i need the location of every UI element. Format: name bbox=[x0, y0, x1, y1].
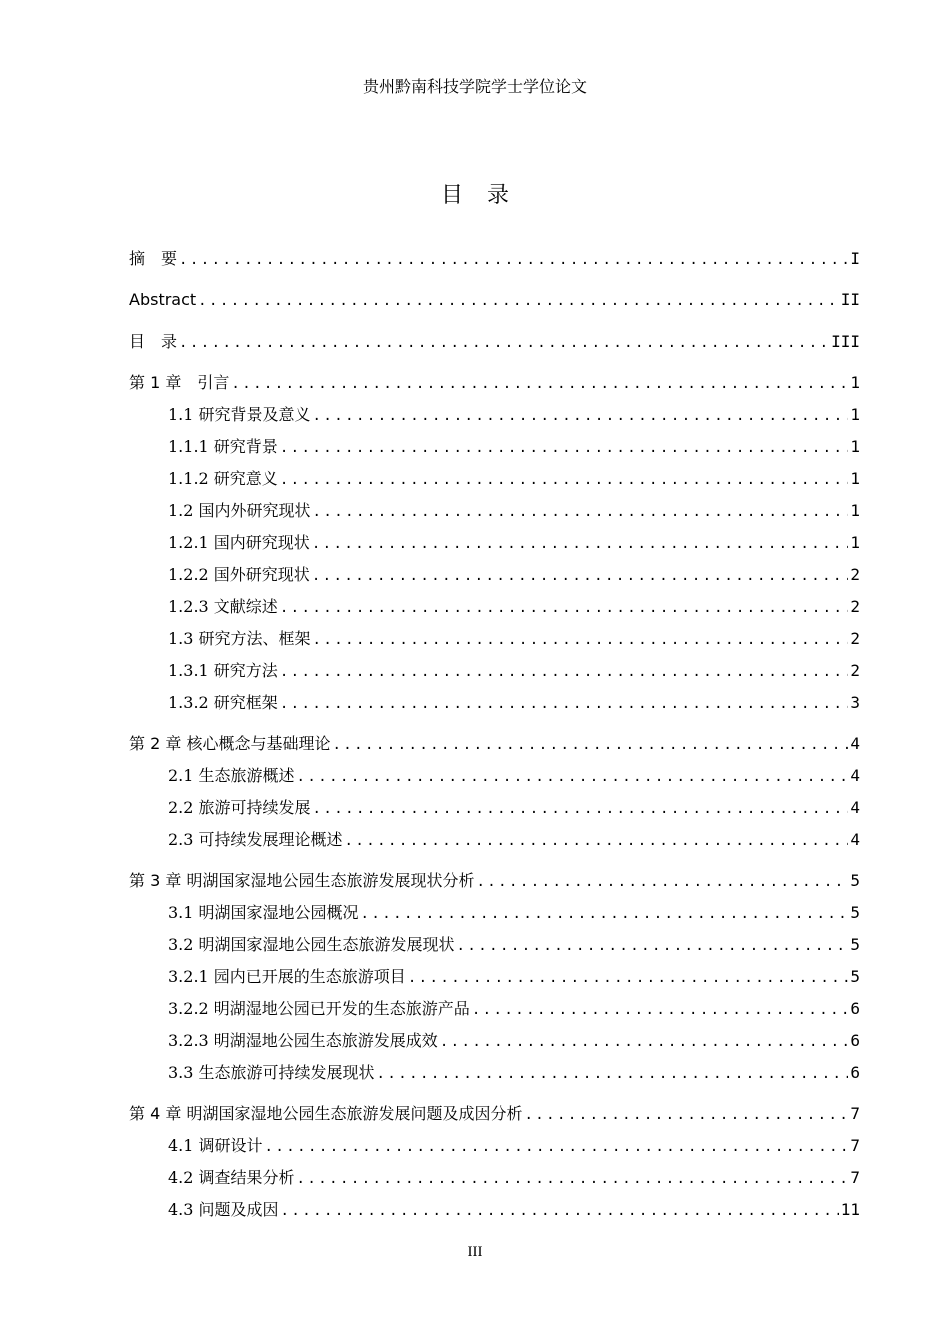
toc-leader-dots bbox=[313, 501, 849, 523]
toc-entry[interactable] bbox=[168, 468, 860, 490]
toc-entry-label: 3.2.1 园内已开展的生态旅游项目 bbox=[168, 967, 406, 986]
toc-leader-dots bbox=[179, 332, 829, 354]
toc-leader-dots bbox=[332, 734, 848, 756]
toc-entry-page: 11 bbox=[840, 1200, 860, 1219]
toc-entry-label: 3.2 明湖国家湿地公园生态旅游发展现状 bbox=[168, 935, 455, 954]
toc-entry[interactable] bbox=[168, 404, 860, 426]
toc-leader-dots bbox=[297, 1168, 849, 1190]
toc-entry-page: 5 bbox=[850, 935, 860, 954]
toc-entry-page: 1 bbox=[850, 469, 860, 488]
toc-entry-label: 2.1 生态旅游概述 bbox=[168, 766, 295, 785]
toc-entry-label: 1.2.3 文献综述 bbox=[168, 597, 278, 616]
toc-entry-label: 1.3.2 研究框架 bbox=[168, 693, 278, 712]
toc-leader-dots bbox=[312, 533, 849, 555]
toc-leader-dots bbox=[440, 1031, 849, 1053]
toc-entry[interactable] bbox=[168, 902, 860, 924]
toc-entry-page: 7 bbox=[850, 1168, 860, 1187]
toc-leader-dots bbox=[312, 565, 849, 587]
toc-leader-dots bbox=[281, 1200, 839, 1222]
toc-entry-label: 3.3 生态旅游可持续发展现状 bbox=[168, 1063, 375, 1082]
toc-entry-page: 7 bbox=[850, 1104, 860, 1123]
toc-entry[interactable] bbox=[129, 289, 860, 311]
toc-entry-label: 1.3.1 研究方法 bbox=[168, 661, 278, 680]
toc-entry-page: 4 bbox=[850, 766, 860, 785]
toc-entry[interactable] bbox=[168, 934, 860, 956]
toc-entry-page: 3 bbox=[850, 693, 860, 712]
toc-entry[interactable] bbox=[168, 1199, 860, 1221]
toc-leader-dots bbox=[313, 629, 849, 651]
toc-entry-label: 2.2 旅游可持续发展 bbox=[168, 798, 311, 817]
toc-leader-dots bbox=[313, 798, 849, 820]
toc-entry-label: 第 2 章 核心概念与基础理论 bbox=[129, 734, 331, 753]
toc-leader-dots bbox=[345, 830, 849, 852]
toc-entry[interactable] bbox=[168, 532, 860, 554]
toc-entry-label: 第 3 章 明湖国家湿地公园生态旅游发展现状分析 bbox=[129, 871, 475, 890]
header-rule bbox=[129, 104, 860, 105]
toc-entry-label: 第 4 章 明湖国家湿地公园生态旅游发展问题及成因分析 bbox=[129, 1104, 523, 1123]
toc-entry-label: Abstract bbox=[129, 290, 197, 309]
toc-entry-page: 6 bbox=[850, 1031, 860, 1050]
toc-entry-label: 4.1 调研设计 bbox=[168, 1136, 263, 1155]
toc-entry-page: 5 bbox=[850, 903, 860, 922]
toc-entry[interactable] bbox=[129, 733, 860, 755]
toc-entry[interactable] bbox=[168, 692, 860, 714]
toc-entry[interactable] bbox=[168, 829, 860, 851]
toc-entry-label: 1.2 国内外研究现状 bbox=[168, 501, 311, 520]
toc-entry-label: 第 1 章 引言 bbox=[129, 373, 230, 392]
toc-entry-page: 1 bbox=[850, 501, 860, 520]
toc-entry-page: 1 bbox=[850, 405, 860, 424]
toc-entry-label: 目 录 bbox=[129, 332, 178, 351]
toc-leader-dots bbox=[313, 405, 849, 427]
toc-leader-dots bbox=[472, 999, 849, 1021]
toc-leader-dots bbox=[361, 903, 849, 925]
toc-leader-dots bbox=[280, 597, 849, 619]
toc-leader-dots bbox=[457, 935, 849, 957]
toc-entry[interactable] bbox=[168, 436, 860, 458]
toc-leader-dots bbox=[280, 469, 849, 491]
toc-leader-dots bbox=[231, 373, 848, 395]
toc-entry-label: 2.3 可持续发展理论概述 bbox=[168, 830, 343, 849]
toc-entry[interactable] bbox=[168, 765, 860, 787]
toc-entry-page: I bbox=[850, 249, 860, 268]
toc-entry[interactable] bbox=[168, 628, 860, 650]
toc-entry[interactable] bbox=[168, 660, 860, 682]
toc-entry-label: 3.2.3 明湖湿地公园生态旅游发展成效 bbox=[168, 1031, 438, 1050]
toc-entry[interactable] bbox=[168, 596, 860, 618]
toc-leader-dots bbox=[408, 967, 849, 989]
toc-entry-page: 5 bbox=[850, 967, 860, 986]
toc-entry-page: 2 bbox=[850, 661, 860, 680]
running-header: 贵州黔南科技学院学士学位论文 bbox=[362, 77, 587, 96]
toc-entry-page: 5 bbox=[850, 871, 860, 890]
toc-entry-page: 6 bbox=[850, 999, 860, 1018]
toc-entry[interactable] bbox=[168, 500, 860, 522]
toc-entry-page: 1 bbox=[850, 437, 860, 456]
toc-entry-label: 3.1 明湖国家湿地公园概况 bbox=[168, 903, 359, 922]
toc-entry-label: 1.3 研究方法、框架 bbox=[168, 629, 311, 648]
toc-entry-page: 2 bbox=[850, 597, 860, 616]
toc-entry-label: 4.2 调查结果分析 bbox=[168, 1168, 295, 1187]
toc-leader-dots bbox=[297, 766, 849, 788]
toc-entry-label: 1.1 研究背景及意义 bbox=[168, 405, 311, 424]
toc-leader-dots bbox=[280, 661, 849, 683]
toc-entry-page: 1 bbox=[850, 533, 860, 552]
toc-entry-page: 4 bbox=[850, 830, 860, 849]
toc-entry[interactable] bbox=[168, 1167, 860, 1189]
toc-entry-label: 1.2.1 国内研究现状 bbox=[168, 533, 310, 552]
toc-entry-page: 7 bbox=[850, 1136, 860, 1155]
toc-entry-label: 3.2.2 明湖湿地公园已开发的生态旅游产品 bbox=[168, 999, 470, 1018]
toc-entry[interactable] bbox=[168, 564, 860, 586]
toc-entry[interactable] bbox=[168, 966, 860, 988]
toc-leader-dots bbox=[280, 693, 849, 715]
toc-entry-label: 1.2.2 国外研究现状 bbox=[168, 565, 310, 584]
toc-entry-page: 4 bbox=[850, 734, 860, 753]
toc-leader-dots bbox=[377, 1063, 849, 1085]
toc-entry-page: II bbox=[840, 290, 860, 309]
toc-entry-page: 4 bbox=[850, 798, 860, 817]
toc-entry-page: 6 bbox=[850, 1063, 860, 1082]
toc-entry[interactable] bbox=[168, 797, 860, 819]
toc-leader-dots bbox=[198, 290, 839, 312]
toc-leader-dots bbox=[179, 249, 848, 271]
toc-entry[interactable] bbox=[129, 870, 860, 892]
toc-entry-page: 2 bbox=[850, 629, 860, 648]
toc-leader-dots bbox=[280, 437, 849, 459]
toc-leader-dots bbox=[265, 1136, 849, 1158]
toc-entry-label: 4.3 问题及成因 bbox=[168, 1200, 279, 1219]
toc-leader-dots bbox=[476, 871, 848, 893]
toc-entry-page: 2 bbox=[850, 565, 860, 584]
toc-entry[interactable] bbox=[168, 998, 860, 1020]
page-title: 目录 bbox=[440, 183, 533, 208]
toc-leader-dots bbox=[524, 1104, 848, 1126]
toc-entry-page: 1 bbox=[850, 373, 860, 392]
toc-entry[interactable] bbox=[129, 248, 860, 270]
toc-entry-label: 摘 要 bbox=[129, 249, 178, 268]
toc-entry[interactable] bbox=[129, 372, 860, 394]
toc-entry[interactable] bbox=[129, 1103, 860, 1125]
toc-entry-page: III bbox=[831, 332, 860, 351]
toc-entry[interactable] bbox=[129, 331, 860, 353]
toc-entry[interactable] bbox=[168, 1135, 860, 1157]
toc-entry-label: 1.1.2 研究意义 bbox=[168, 469, 278, 488]
toc-entry[interactable] bbox=[168, 1062, 860, 1084]
page-number: III bbox=[467, 1244, 483, 1260]
toc-entry-label: 1.1.1 研究背景 bbox=[168, 437, 278, 456]
toc-entry[interactable] bbox=[168, 1030, 860, 1052]
